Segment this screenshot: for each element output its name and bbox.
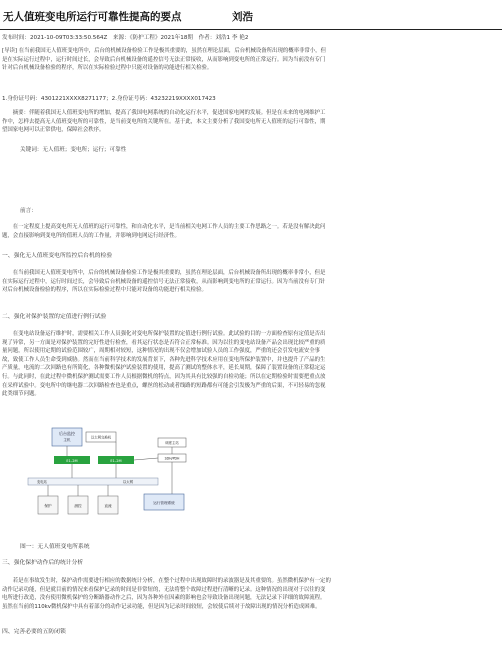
keywords: 关键词：无人值班；变电所；运行；可靠性 bbox=[20, 147, 127, 153]
title-divider bbox=[0, 29, 502, 30]
abstract-line: 作中，怎样去提高无人值班变电所的可靠性，是当前变电所的关键所在。基于此，本文主要分析了我国变电所无人值班的运行可靠性，期 bbox=[2, 118, 326, 125]
body-line: 故，致使工作人员生命受到威胁。然而在当前科学技术的发展背景下，各种先进科学技术应用在变电所保护装置中，并也提升了产品的生 bbox=[2, 356, 326, 363]
station-bus-label: 变电站 bbox=[36, 480, 48, 484]
body-line: 在采样试验中。变电所中的继电器二次回路检查也是重点，螺丝的松动或者线路的短路都有可能会引发极为严重的后果，不可轻易的忽视 bbox=[2, 382, 326, 389]
lead-line: [导读] 在当前我国无人值班变电所中，后台的机械设备检验工作是极其重要的，虽然在理论层面，后台机械设备所出现的概率非常小，但 bbox=[2, 48, 326, 54]
abstract-line: 摘要：伴随着我国无人值班变电所的增加，提高了我国电网系统的自动化运行水平，促进国家电网的发展。但是在未来的电网维护工 bbox=[2, 110, 326, 116]
body-line: 量问题，所以使用定期的试验范围较广，周期相对较短，这种情况的出现不仅会增加试验人员的工作强度，严重的还会引发电流安全事 bbox=[2, 348, 321, 355]
section-heading-2: 二、强化对保护装置的定值进行例行试验 bbox=[2, 314, 107, 320]
abstract-paragraph bbox=[2, 109, 498, 135]
section-heading-4: 四、完善必要的五防闭锁 bbox=[2, 629, 66, 635]
device-label-2: 测控 bbox=[74, 504, 82, 508]
figure-caption: 图一：无人值班变电所系统 bbox=[20, 544, 90, 550]
publication-meta: 发布时间：2021-10-09T03:33:50.564Z 来源：《防护工程》2021年18期 作者：刘浩1 李 艳2 bbox=[2, 35, 249, 41]
body-line: 产质量，电流的二次回路也有所简化，各种微机保护试验装置的使用，提高了测试的整体水平，延长周期，保障了装置设备的正常稳定运 bbox=[2, 365, 326, 372]
body-line: 动作记录功能，但是就目前的情况来看保护记录的时间是非常短的，无法将整个故障过程进行清晰的记录。这种情况的出现对于以往的变 bbox=[2, 586, 326, 593]
body-line: 在实际运行过程中，运行时间过长，会导致后台机械设备的遥控信号无法正常接收，从而影响到变电所的正常运行。因为当前没有专门针 bbox=[2, 278, 326, 285]
body-line: 电所进行改造，没有使用微机保护的分断路器动作之后，因为各种外在因素的影响也会导致设备出现问题，无法记录下详细的故障流程。 bbox=[2, 595, 326, 602]
id-numbers: 1.身份证号码：4301221XXXX8271177；2.身份证号码：43232219XXXX017423 bbox=[2, 96, 216, 102]
station-bus bbox=[28, 478, 158, 485]
foreword-paragraph bbox=[2, 223, 498, 240]
remote-station-label: 调度主站 bbox=[165, 441, 179, 445]
foreword-line: 题，会直接影响到变电所的值班人员的工作量，并影响到电网运行经济性。 bbox=[2, 232, 180, 239]
body-line: 行。与此同时，在此过程中微机保护测试需要工作人员根据微机的特点，因为其具有比较强的自检功能；所以在定期检验时需要把重点放 bbox=[2, 373, 326, 380]
e1-link-1-label: E1-2M bbox=[66, 459, 78, 463]
control-host-sublabel: 主机 bbox=[63, 438, 71, 442]
section-heading-1: 一、强化无人值班变电所监控后台机的检验 bbox=[2, 253, 113, 259]
body-line: 在变电站设备运行维护时，需要相关工作人员强化对变电所保护装置的定值进行例行试验。此试验的目的一方面检查原有定值是否出 bbox=[2, 331, 326, 337]
station-link-label: 以太网 bbox=[122, 480, 134, 484]
foreword-line: 在一定程度上提高变电所无人值班的运行可靠性，和自动化水平，是当前相关电网工作人员的主要工作思路之一。若是没有解决此问 bbox=[2, 224, 326, 230]
connector-line bbox=[134, 458, 158, 460]
body-line: 此类细节问题。 bbox=[2, 391, 40, 398]
body-line: 现了异常，另一方面是对保护装置的完好性进行检查，看其运行状态是否符合正常标准。因为以往的变电站设备产品会出现比较严重的质 bbox=[2, 339, 326, 346]
body-line: 虽然在当前的110kv微机保护中具有着部分的动作记录功能，但是因为记录时间较短，会较使后续对于故障出现的情况分析造成困难。 bbox=[2, 603, 321, 610]
paper-title: 无人值班变电所运行可靠性提高的要点 bbox=[3, 11, 182, 23]
ops-system-label: 运行管理系统 bbox=[153, 501, 175, 505]
section-3-paragraph bbox=[2, 577, 498, 611]
control-host-label: 后台监控 bbox=[59, 431, 75, 436]
switch-label: 以太网交换机 bbox=[90, 435, 112, 440]
device-label-3: 直流 bbox=[104, 504, 112, 508]
body-line: 在当前我国无人值班变电所中，后台的机械设备检验工作是极其重要的，虽然在理论层面，后台机械设备所出现的概率非常小，但是 bbox=[2, 270, 326, 276]
system-diagram bbox=[18, 422, 194, 530]
body-line: 若是在事故发生时，保护动作需要进行相应的数据统计分析，在整个过程中出现故障时的录波器是及其重要的。虽然微机保护有一定的 bbox=[2, 578, 331, 584]
body-line: 对后台机械设备检验的程序，所以在实际检验过程中只能对设备的功能进行相关检验。 bbox=[2, 287, 207, 294]
lead-line: 针对后台机械设备检验的程序，所以在实际检验过程中只能对设备的功能进行相关检验。 bbox=[2, 65, 213, 72]
section-2-paragraph bbox=[2, 330, 498, 399]
sdh-label: SDH/PDH bbox=[164, 456, 180, 461]
lead-paragraph bbox=[2, 47, 498, 73]
section-1-paragraph bbox=[2, 269, 498, 295]
foreword-heading: 前言： bbox=[20, 208, 37, 214]
paper-author: 刘浩 bbox=[232, 11, 253, 23]
e1-link-2-label: E1-2M bbox=[110, 459, 122, 463]
abstract-line: 望国家电网可以正常供电，保障社会秩序。 bbox=[2, 127, 105, 134]
section-heading-3: 三、强化保护动作后的统计分析 bbox=[2, 560, 84, 566]
lead-line: 是在实际运行过程中，运行时间过长，会导致后台机械设备的遥控信号无法正常接收，从而影响到变电所的正常运行。因为当前没有专门 bbox=[2, 56, 326, 63]
device-label-1: 保护 bbox=[44, 504, 52, 508]
